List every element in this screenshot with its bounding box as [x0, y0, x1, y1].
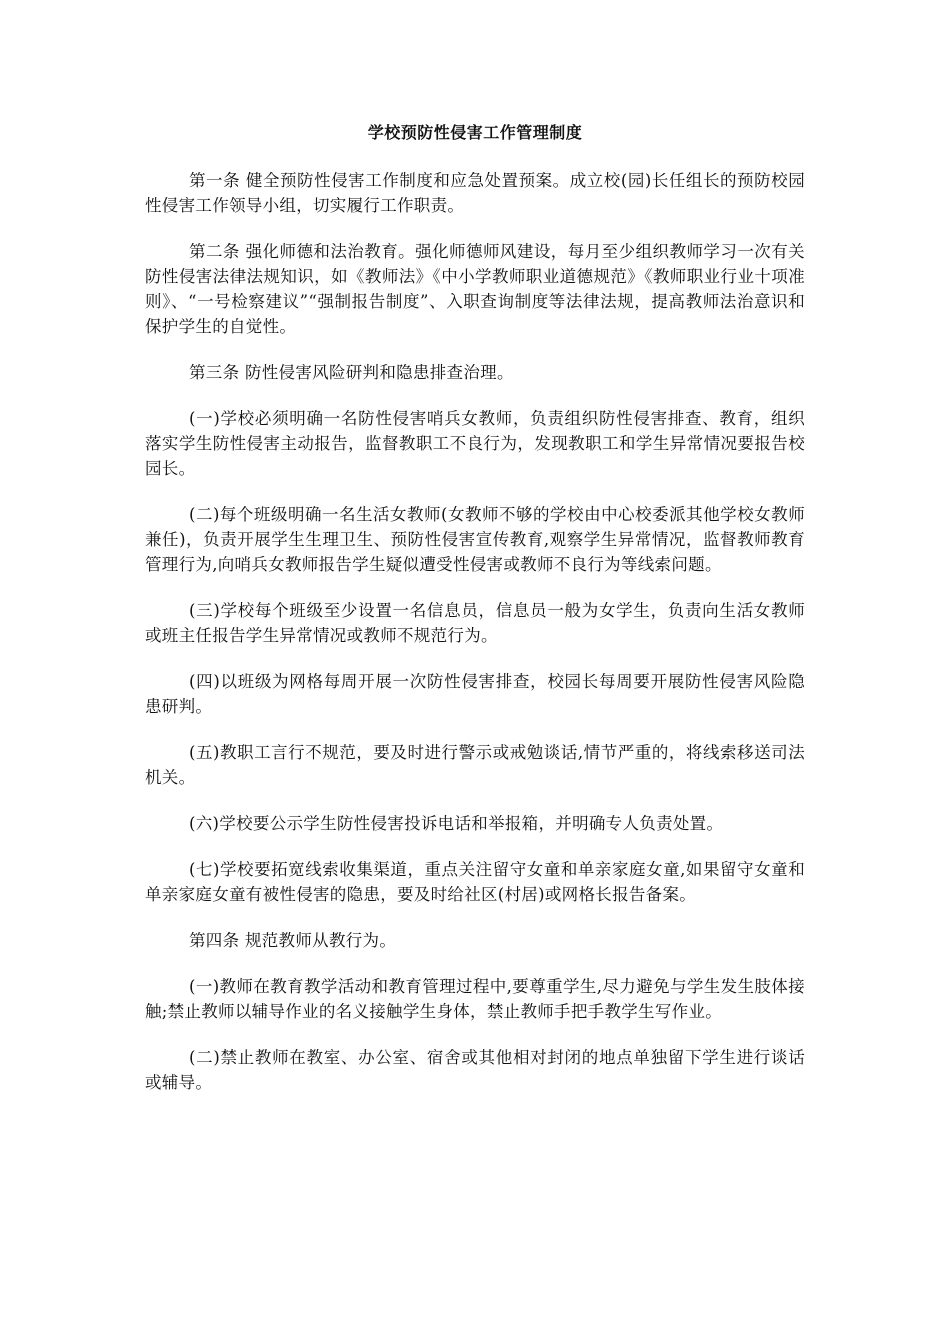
paragraph-article-3-item-6: (六)学校要公示学生防性侵害投诉电话和举报箱，并明确专人负责处置。	[189, 814, 724, 833]
paragraph-article-4: 第四条 规范教师从教行为。	[189, 931, 397, 950]
paragraph-article-3-item-3: (三)学校每个班级至少设置一名信息员，信息员一般为女学生，负责向生活女教师或班主任报告学生异常情况或教师不规范行为。	[145, 601, 805, 645]
paragraph-article-4-item-1: (一)教师在教育教学活动和教育管理过程中,要尊重学生,尽力避免与学生发生肢体接触;禁止教师以辅导作业的名义接触学生身体，禁止教师手把手教学生写作业。	[145, 977, 805, 1021]
paragraph-article-3-item-2: (二)每个班级明确一名生活女教师(女教师不够的学校由中心校委派其他学校女教师兼任)，负责开展学生生理卫生、预防性侵害宣传教育,观察学生异常情况，监督教师教育管理行为,向哨兵女教师报告学生疑似遭受性侵害或教师不良行为等线索问题。	[145, 505, 805, 574]
paragraph-article-4-item-2: (二)禁止教师在教室、办公室、宿舍或其他相对封闭的地点单独留下学生进行谈话或辅导。	[145, 1048, 805, 1092]
paragraph-article-3-item-1: (一)学校必须明确一名防性侵害哨兵女教师，负责组织防性侵害排查、教育，组织落实学生防性侵害主动报告，监督教职工不良行为，发现教职工和学生异常情况要报告校园长。	[145, 409, 805, 478]
paragraph-article-3: 第三条 防性侵害风险研判和隐患排查治理。	[189, 363, 514, 382]
document-body	[145, 120, 805, 1116]
paragraph-article-3-item-5: (五)教职工言行不规范，要及时进行警示或戒勉谈话,情节严重的，将线索移送司法机关。	[145, 743, 805, 787]
paragraph-article-1: 第一条 健全预防性侵害工作制度和应急处置预案。成立校(园)长任组长的预防校园性侵害工作领导小组，切实履行工作职责。	[145, 171, 805, 215]
paragraph-article-3-item-7: (七)学校要拓宽线索收集渠道，重点关注留守女童和单亲家庭女童,如果留守女童和单亲家庭女童有被性侵害的隐患，要及时给社区(村居)或网格长报告备案。	[145, 860, 805, 904]
paragraph-article-3-item-4: (四)以班级为网格每周开展一次防性侵害排查，校园长每周要开展防性侵害风险隐患研判。	[145, 672, 805, 716]
paragraph-article-2: 第二条 强化师德和法治教育。强化师德师风建设，每月至少组织教师学习一次有关防性侵害法律法规知识，如《教师法》《中小学教师职业道德规范》《教师职业行业十项准则》、“一号检察建议”“强制报告制度”、入职查询制度等法律法规，提高教师法治意识和保护学生的自觉性。	[145, 242, 805, 336]
document-title: 学校预防性侵害工作管理制度	[367, 123, 583, 142]
